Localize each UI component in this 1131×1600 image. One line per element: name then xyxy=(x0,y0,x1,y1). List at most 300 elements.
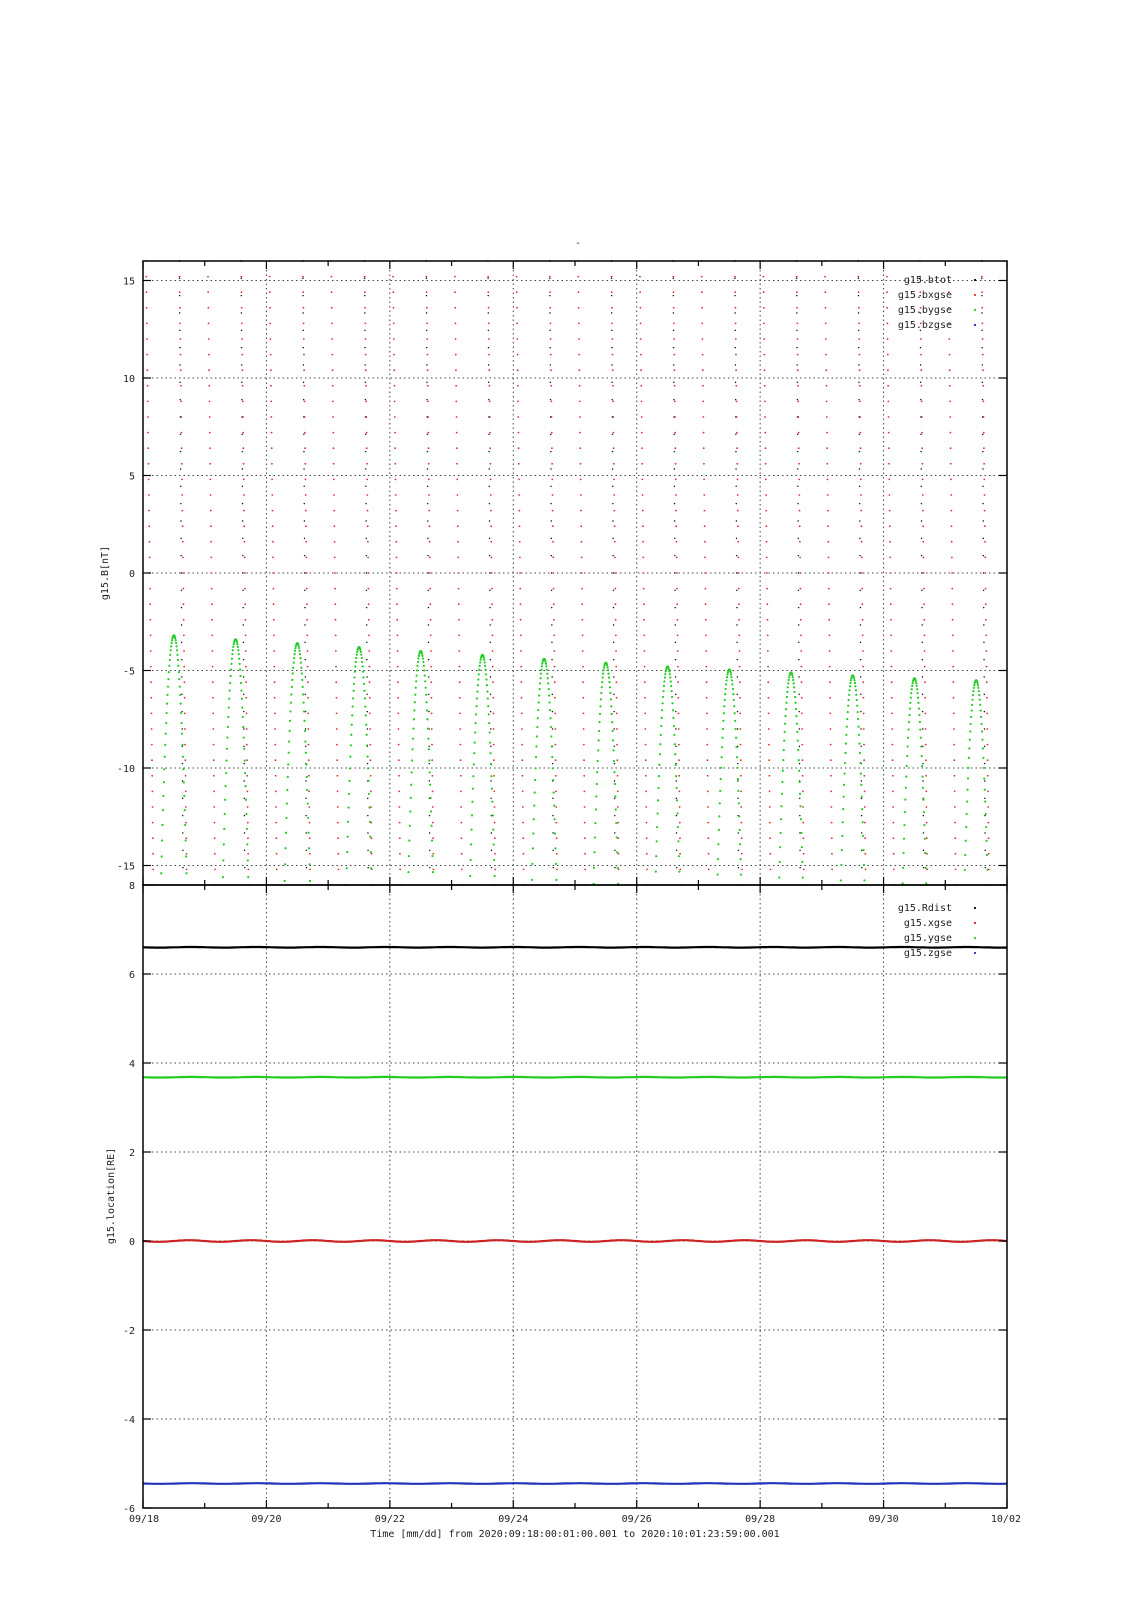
bxgse-point xyxy=(617,806,619,808)
bxgse-segment xyxy=(796,260,805,886)
x-tick-label: 09/28 xyxy=(745,1514,776,1525)
btot-point xyxy=(984,815,985,816)
bxgse-point xyxy=(273,603,275,605)
bygse-point xyxy=(551,745,553,747)
bxgse-point xyxy=(461,853,463,855)
btot-point xyxy=(182,850,183,851)
bxgse-point xyxy=(275,759,277,761)
bxgse-point xyxy=(799,525,801,527)
bxgse-point xyxy=(859,385,861,387)
bygse-point xyxy=(608,676,610,678)
btot-point xyxy=(737,659,738,660)
bygse-point xyxy=(545,665,547,667)
bxgse-point xyxy=(269,307,271,309)
btot-point xyxy=(489,624,490,625)
bxgse-point xyxy=(707,806,709,808)
btot-point xyxy=(614,867,615,868)
bygse-point xyxy=(918,708,920,710)
btot-point xyxy=(367,711,368,712)
btot-point xyxy=(737,711,738,712)
bxgse-point xyxy=(831,869,833,871)
bygse-point xyxy=(922,799,924,801)
btot-point xyxy=(428,607,429,608)
bxgse-point xyxy=(426,354,428,356)
bxgse-point xyxy=(950,479,952,481)
btot-point xyxy=(243,694,244,695)
bxgse-point xyxy=(800,635,802,637)
bygse-point xyxy=(615,822,617,824)
btot-point xyxy=(799,728,800,729)
btot-point xyxy=(241,312,242,313)
bxgse-point xyxy=(331,307,333,309)
bygse-point xyxy=(734,712,736,714)
bygse-point xyxy=(848,689,850,691)
btot-point xyxy=(858,364,859,365)
bygse-point xyxy=(921,765,923,767)
btot-point xyxy=(551,624,552,625)
location-line-g15-xgse xyxy=(143,1240,1007,1242)
btot-point xyxy=(858,330,859,331)
bxgse-point xyxy=(274,713,276,715)
bygse-point xyxy=(718,815,720,817)
bxgse-point xyxy=(645,791,647,793)
btot-point xyxy=(673,330,674,331)
bxgse-point xyxy=(583,791,585,793)
bxgse-point xyxy=(493,728,495,730)
bxgse-point xyxy=(827,541,829,543)
bygse-point xyxy=(664,676,666,678)
bxgse-point xyxy=(182,525,184,527)
bxgse-point xyxy=(365,401,367,403)
btot-point xyxy=(241,416,242,417)
bxgse-point xyxy=(584,869,586,871)
btot-point xyxy=(181,572,182,573)
bxgse-point xyxy=(430,635,432,637)
btot-point xyxy=(487,278,488,279)
bxgse-point xyxy=(583,759,585,761)
btot-point xyxy=(179,295,180,296)
bxgse-point xyxy=(426,291,428,293)
btot-point xyxy=(673,434,674,435)
bygse-point xyxy=(716,873,718,875)
bxgse-point xyxy=(210,525,212,527)
bygse-point xyxy=(533,818,535,820)
bygse-point xyxy=(860,784,862,786)
bygse-point xyxy=(429,784,431,786)
bxgse-point xyxy=(988,853,990,855)
bxgse-point xyxy=(335,650,337,652)
bxgse-point xyxy=(179,338,181,340)
bygse-point xyxy=(925,882,927,884)
bxgse-point xyxy=(887,369,889,371)
bygse-point xyxy=(737,790,739,792)
bygse-point xyxy=(612,730,614,732)
bxgse-point xyxy=(890,588,892,590)
bygse-point xyxy=(430,797,432,799)
bxgse-point xyxy=(553,603,555,605)
bygse-point xyxy=(183,795,185,797)
bxgse-point xyxy=(639,291,641,293)
bygse-point xyxy=(488,713,490,715)
bxgse-point xyxy=(826,416,828,418)
bxgse-point xyxy=(208,354,210,356)
bxgse-point xyxy=(803,853,805,855)
bygse-point xyxy=(301,679,303,681)
bxgse-point xyxy=(674,447,676,449)
btot-point xyxy=(489,486,490,487)
btot-point xyxy=(920,364,921,365)
bygse-point xyxy=(783,749,785,751)
bygse-point xyxy=(984,800,986,802)
btot-point xyxy=(488,330,489,331)
bxgse-point xyxy=(925,775,927,777)
bxgse-point xyxy=(394,447,396,449)
bxgse-point xyxy=(924,650,926,652)
bygse-point xyxy=(594,836,596,838)
bygse-point xyxy=(671,696,673,698)
btot-point xyxy=(244,832,245,833)
btot-point xyxy=(243,763,244,764)
bygse-point xyxy=(162,809,164,811)
bxgse-point xyxy=(799,557,801,559)
bygse-point xyxy=(596,771,598,773)
bxgse-point xyxy=(701,291,703,293)
btot-point xyxy=(982,399,983,400)
bygse-point xyxy=(735,728,737,730)
bxgse-point xyxy=(892,775,894,777)
btot-point xyxy=(429,850,430,851)
btot-point xyxy=(304,642,305,643)
bygse-point xyxy=(177,659,179,661)
bygse-point xyxy=(177,665,179,667)
bxgse-point xyxy=(247,806,249,808)
bxgse-point xyxy=(739,650,741,652)
bxgse-point xyxy=(925,728,927,730)
bygse-point xyxy=(907,728,909,730)
bygse-point xyxy=(288,740,290,742)
bygse-point xyxy=(415,687,417,689)
bygse-point xyxy=(661,717,663,719)
bxgse-point xyxy=(617,791,619,793)
bxgse-point xyxy=(738,588,740,590)
bygse-point xyxy=(222,859,224,861)
bxgse-point xyxy=(826,401,828,403)
bxgse-point xyxy=(829,697,831,699)
btot-point xyxy=(612,451,613,452)
btot-point xyxy=(180,520,181,521)
bxgse-point xyxy=(924,666,926,668)
bxgse-point xyxy=(488,323,490,325)
btot-point xyxy=(735,486,736,487)
bygse-point xyxy=(733,705,735,707)
bxgse-point xyxy=(704,510,706,512)
btot-point xyxy=(859,468,860,469)
bygse-point xyxy=(286,789,288,791)
bygse-point xyxy=(418,655,420,657)
bxgse-point xyxy=(831,822,833,824)
bxgse-point xyxy=(398,775,400,777)
bygse-point xyxy=(230,663,232,665)
btot-point xyxy=(429,763,430,764)
magnetic-field-panel xyxy=(100,260,1007,886)
bygse-point xyxy=(614,795,616,797)
btot-point xyxy=(365,399,366,400)
bygse-point xyxy=(554,847,556,849)
btot-point xyxy=(488,364,489,365)
bxgse-point xyxy=(488,369,490,371)
bygse-point xyxy=(798,770,800,772)
btot-point xyxy=(673,364,674,365)
bxgse-point xyxy=(522,822,524,824)
bxgse-point xyxy=(274,744,276,746)
bxgse-point xyxy=(859,432,861,434)
bxgse-point xyxy=(245,635,247,637)
bygse-point xyxy=(416,665,418,667)
bxgse-point xyxy=(398,791,400,793)
btot-point xyxy=(736,607,737,608)
bxgse-point xyxy=(612,354,614,356)
bygse-point xyxy=(284,847,286,849)
bygse-point xyxy=(425,694,427,696)
bygse-point xyxy=(793,682,795,684)
bygse-point xyxy=(183,781,185,783)
bygse-point xyxy=(677,826,679,828)
bygse-point xyxy=(924,838,926,840)
bygse-point xyxy=(596,783,598,785)
bxgse-point xyxy=(241,307,243,309)
bygse-point xyxy=(730,673,732,675)
bygse-point xyxy=(906,765,908,767)
bygse-point xyxy=(366,756,368,758)
bxgse-point xyxy=(797,369,799,371)
bxgse-point xyxy=(550,369,552,371)
btot-point xyxy=(796,364,797,365)
bxgse-point xyxy=(430,681,432,683)
bxgse-point xyxy=(457,541,459,543)
bxgse-point xyxy=(886,276,888,278)
bygse-point xyxy=(364,697,366,699)
bxgse-point xyxy=(640,323,642,325)
bygse-point xyxy=(532,832,534,834)
bygse-point xyxy=(179,686,181,688)
bxgse-point xyxy=(858,323,860,325)
bxgse-point xyxy=(455,354,457,356)
bxgse-point xyxy=(455,385,457,387)
bxgse-point xyxy=(826,432,828,434)
bxgse-point xyxy=(148,510,150,512)
bxgse-point xyxy=(952,666,954,668)
bxgse-point xyxy=(860,463,862,465)
bygse-point xyxy=(786,691,788,693)
bxgse-point xyxy=(426,323,428,325)
bygse-point xyxy=(471,814,473,816)
bygse-point xyxy=(717,858,719,860)
bygse-point xyxy=(795,708,797,710)
bxgse-point xyxy=(431,759,433,761)
bxgse-point xyxy=(212,697,214,699)
bxgse-point xyxy=(641,432,643,434)
btot-point xyxy=(861,815,862,816)
bxgse-point xyxy=(707,837,709,839)
bygse-point xyxy=(175,642,177,644)
bxgse-point xyxy=(210,510,212,512)
bxgse-point xyxy=(397,650,399,652)
bygse-point xyxy=(919,721,921,723)
bxgse-point xyxy=(522,775,524,777)
bxgse-point xyxy=(831,806,833,808)
bygse-point xyxy=(540,669,542,671)
bxgse-point xyxy=(616,728,618,730)
bygse-point xyxy=(923,811,925,813)
bygse-point xyxy=(906,755,908,757)
bygse-point xyxy=(308,863,310,865)
bygse-point xyxy=(984,789,986,791)
btot-point xyxy=(675,676,676,677)
bxgse-point xyxy=(922,525,924,527)
bygse-point xyxy=(597,749,599,751)
bygse-point xyxy=(227,726,229,728)
bygse-point xyxy=(968,757,970,759)
bxgse-point xyxy=(306,572,308,574)
bxgse-point xyxy=(581,541,583,543)
btot-point xyxy=(984,763,985,764)
bxgse-point xyxy=(183,619,185,621)
bxgse-point xyxy=(987,791,989,793)
y-tick-label: -15 xyxy=(116,861,135,873)
btot-point xyxy=(861,850,862,851)
btot-point xyxy=(428,642,429,643)
bxgse-point xyxy=(336,697,338,699)
bxgse-point xyxy=(367,572,369,574)
bygse-point xyxy=(231,653,233,655)
bxgse-point xyxy=(863,713,865,715)
bxgse-point xyxy=(988,837,990,839)
bxgse-point xyxy=(763,338,765,340)
bygse-point xyxy=(241,698,243,700)
bxgse-point xyxy=(331,338,333,340)
bxgse-point xyxy=(982,354,984,356)
btot-point xyxy=(552,798,553,799)
bygse-point xyxy=(547,682,549,684)
bygse-point xyxy=(294,647,296,649)
bygse-point xyxy=(185,855,187,857)
bxgse-point xyxy=(800,603,802,605)
btot-point xyxy=(799,711,800,712)
y-tick-label: -10 xyxy=(116,764,135,775)
bxgse-point xyxy=(828,619,830,621)
bxgse-point xyxy=(616,681,618,683)
bygse-point xyxy=(485,678,487,680)
btot-point xyxy=(426,330,427,331)
bygse-point xyxy=(970,723,972,725)
btot-point xyxy=(984,780,985,781)
bxgse-point xyxy=(146,354,148,356)
btot-point xyxy=(611,382,612,383)
bygse-point xyxy=(550,726,552,728)
bxgse-point xyxy=(365,369,367,371)
bygse-point xyxy=(167,678,169,680)
bxgse-point xyxy=(555,759,557,761)
bxgse-point xyxy=(492,681,494,683)
x-tick-label: 09/30 xyxy=(868,1514,899,1525)
bygse-point xyxy=(474,741,476,743)
bxgse-point xyxy=(701,323,703,325)
bxgse-point xyxy=(862,681,864,683)
bxgse-point xyxy=(212,666,214,668)
btot-point xyxy=(674,555,675,556)
bxgse-point xyxy=(645,775,647,777)
legend-label: g15.zgse xyxy=(903,948,952,959)
bxgse-point xyxy=(332,401,334,403)
btot-point xyxy=(242,538,243,539)
bxgse-point xyxy=(679,791,681,793)
bxgse-point xyxy=(245,681,247,683)
bxgse-point xyxy=(146,323,148,325)
btot-point xyxy=(613,624,614,625)
bxgse-point xyxy=(676,603,678,605)
bxgse-point xyxy=(954,806,956,808)
bxgse-point xyxy=(954,822,956,824)
btot-point xyxy=(921,503,922,504)
bxgse-point xyxy=(431,728,433,730)
bygse-point xyxy=(472,788,474,790)
bxgse-point xyxy=(705,603,707,605)
bxgse-point xyxy=(580,494,582,496)
btot-point xyxy=(674,468,675,469)
bygse-point xyxy=(367,767,369,769)
bygse-point xyxy=(303,702,305,704)
bxgse-point xyxy=(679,853,681,855)
bxgse-point xyxy=(706,681,708,683)
bxgse-point xyxy=(333,525,335,527)
btot-point xyxy=(676,832,677,833)
bxgse-point xyxy=(366,463,368,465)
bxgse-point xyxy=(207,307,209,309)
btot-point xyxy=(427,555,428,556)
bygse-point xyxy=(915,680,917,682)
bxgse-point xyxy=(145,276,147,278)
bxgse-point xyxy=(983,479,985,481)
bygse-point xyxy=(487,705,489,707)
bxgse-point xyxy=(516,338,518,340)
bygse-point xyxy=(799,805,801,807)
bxgse-point xyxy=(926,869,928,871)
bxgse-point xyxy=(516,291,518,293)
bygse-point xyxy=(305,752,307,754)
btot-point xyxy=(674,572,675,573)
btot-point xyxy=(797,451,798,452)
bygse-point xyxy=(982,757,984,759)
bygse-point xyxy=(856,699,858,701)
legend-label: g15.btot xyxy=(903,275,952,286)
btot-point xyxy=(242,607,243,608)
btot-point xyxy=(982,486,983,487)
y-tick-label: 4 xyxy=(128,1059,135,1070)
bxgse-point xyxy=(457,525,459,527)
bxgse-point xyxy=(396,588,398,590)
btot-point xyxy=(304,538,305,539)
btot-point xyxy=(676,780,677,781)
bygse-point xyxy=(366,744,368,746)
bxgse-point xyxy=(335,619,337,621)
bxgse-point xyxy=(584,822,586,824)
bygse-point xyxy=(614,783,616,785)
btot-point xyxy=(552,832,553,833)
bxgse-point xyxy=(676,572,678,574)
bygse-point xyxy=(967,777,969,779)
btot-point xyxy=(983,590,984,591)
btot-point xyxy=(613,676,614,677)
